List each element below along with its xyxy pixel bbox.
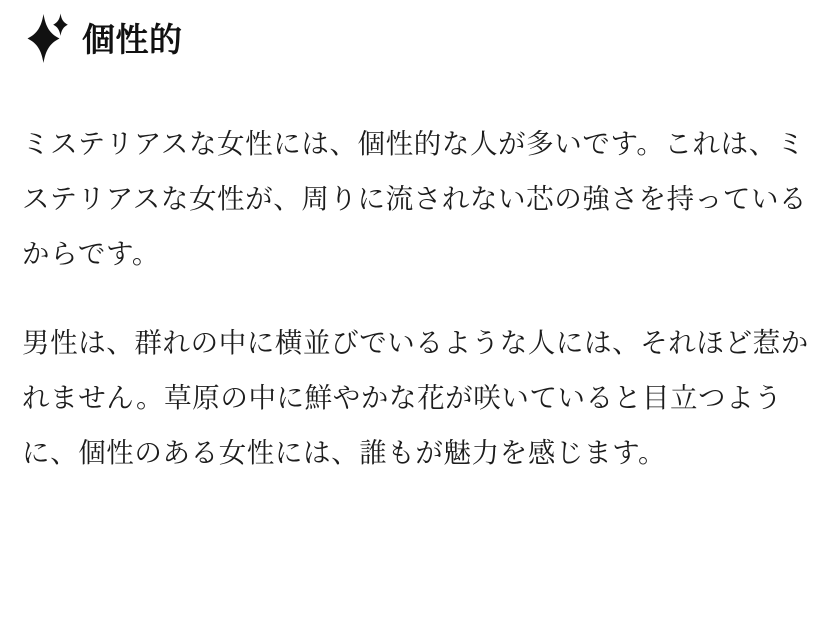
paragraph: 男性は、群れの中に横並びでいるような人には、それほど惹かれません。草原の中に鮮やかな花が咲いていると目立つように、個性のある女性には、誰もが魅力を感じます。 — [22, 327, 809, 468]
section-heading — [22, 16, 818, 64]
page-title: 個性的 — [82, 21, 183, 59]
paragraph: ミステリアスな女性には、個性的な人が多いです。これは、ミステリアスな女性が、周りに流されない芯の強さを持っているからです。 — [22, 128, 808, 269]
sparkle-icon — [24, 12, 70, 64]
article-body — [22, 116, 818, 480]
